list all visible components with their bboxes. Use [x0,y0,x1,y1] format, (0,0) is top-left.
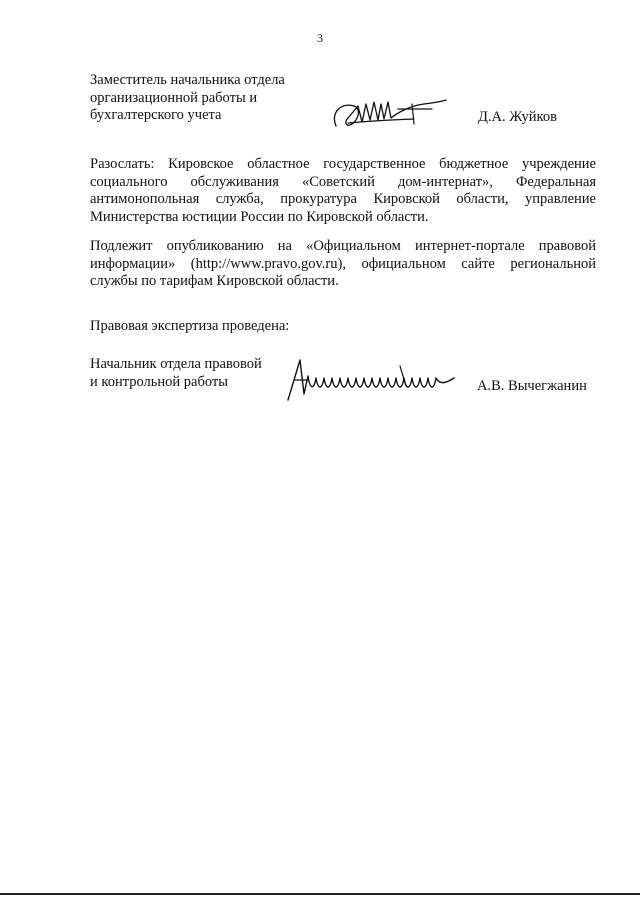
publication-paragraph [90,238,596,291]
signatory-2-position [90,356,290,391]
signatory-1-position-line: бухгалтерского учета [90,107,222,123]
distribution-paragraph [90,156,596,226]
signatory-2-name: А.В. Вычегжанин [477,378,587,394]
distribution-line: Разослать: Кировское областное государственное бюджетное учреждение [90,156,596,172]
signature-1 [328,92,453,134]
distribution-line: антимонопольная служба, прокуратура Кировской области, управление [90,191,596,207]
distribution-line: Министерства юстиции России по Кировской области. [90,208,429,225]
bottom-rule [0,893,640,895]
signatory-2-position-line: и контрольной работы [90,373,228,390]
signatory-1-position [90,72,330,125]
signatory-1-name: Д.А. Жуйков [478,109,557,125]
publication-line: информации» (http://www.pravo.gov.ru), официальном сайте региональной [90,255,596,272]
page-number: 3 [317,31,323,45]
publication-line: службы по тарифам Кировской области. [90,273,339,289]
legal-review-note: Правовая экспертиза проведена: [90,318,290,334]
signatory-1-position-line: Заместитель начальника отдела [90,72,285,88]
signatory-1-position-line: организационной работы и [90,89,258,106]
signature-2 [282,356,462,402]
publication-line: Подлежит опубликованию на «Официальном интернет-портале правовой [90,238,596,254]
distribution-line: социального обслуживания «Советский дом-интернат», Федеральная [90,173,596,190]
signatory-2-position-line: Начальник отдела правовой [90,356,262,372]
